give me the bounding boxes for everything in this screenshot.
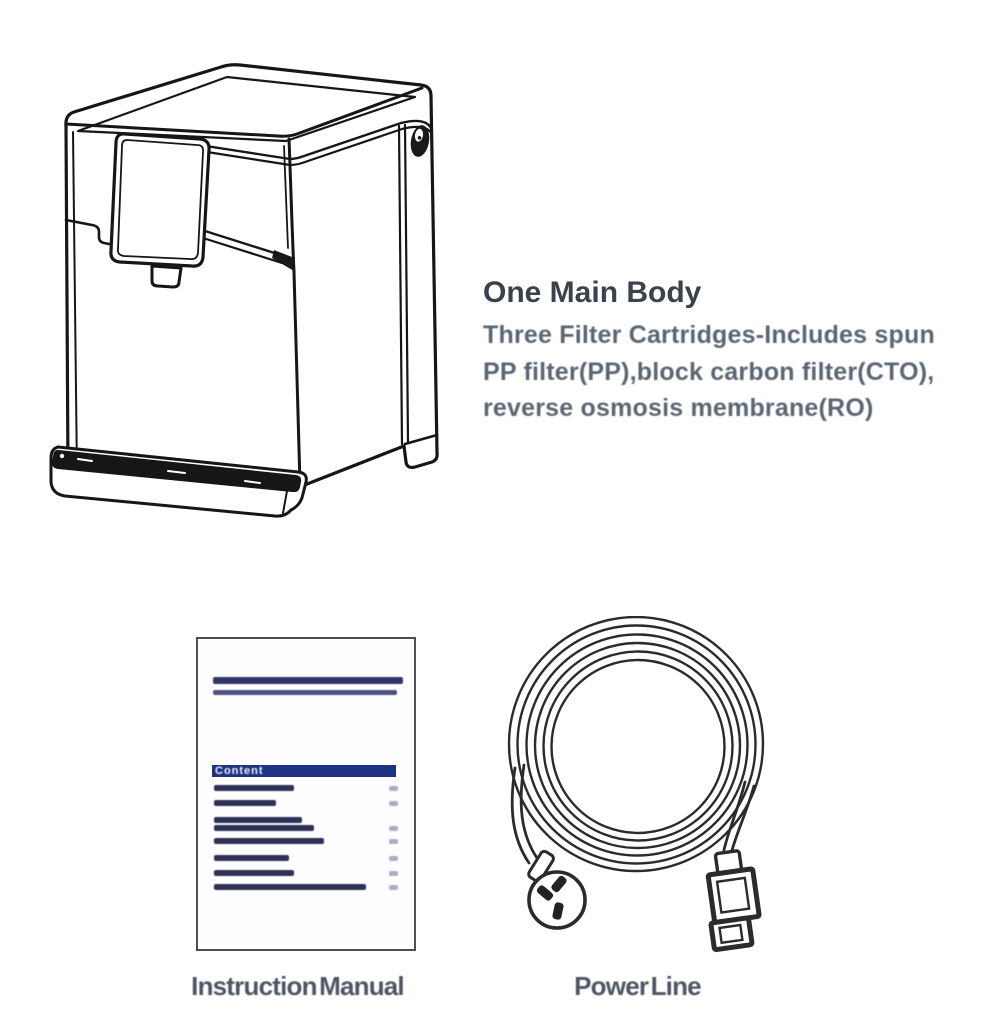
toc-page-number bbox=[389, 786, 398, 791]
manual-content-header-label: Content bbox=[215, 765, 264, 777]
toc-page-number bbox=[389, 885, 398, 890]
power-plug bbox=[529, 872, 585, 928]
toc-row bbox=[214, 800, 276, 806]
main-body-title: One Main Body bbox=[483, 276, 702, 309]
toc-row bbox=[214, 785, 294, 791]
toc-page-number bbox=[389, 856, 398, 861]
water-spout bbox=[152, 266, 181, 287]
toc-row bbox=[214, 884, 366, 890]
description-line: PP filter(PP),block carbon filter(CTO), bbox=[483, 357, 935, 386]
power-line-illustration bbox=[488, 616, 788, 961]
toc-page-number bbox=[389, 839, 398, 844]
toc-row bbox=[214, 817, 302, 823]
dispenser-head bbox=[111, 134, 209, 266]
appliance-connector bbox=[701, 849, 763, 950]
manual-content-header-bar bbox=[212, 765, 396, 777]
toc-row bbox=[214, 825, 314, 831]
power-line-caption: Power Line bbox=[574, 971, 701, 1001]
toc-page-number bbox=[389, 801, 398, 806]
main-body-description bbox=[483, 317, 993, 427]
manual-title-line bbox=[213, 677, 403, 684]
toc-row bbox=[214, 838, 324, 844]
description-line: reverse osmosis membrane(RO) bbox=[483, 394, 874, 422]
cable-coil bbox=[509, 617, 763, 871]
instruction-manual-caption: Instruction Manual bbox=[191, 971, 404, 1001]
toc-row bbox=[214, 855, 289, 861]
toc-page-number bbox=[389, 871, 398, 876]
manual-subtitle-line bbox=[213, 690, 397, 695]
description-line: Three Filter Cartridges-Includes spun bbox=[483, 321, 935, 349]
toc-page-number bbox=[389, 826, 398, 831]
toc-row bbox=[214, 870, 294, 876]
instruction-manual-illustration bbox=[196, 637, 416, 951]
water-dispenser-illustration bbox=[20, 40, 470, 540]
